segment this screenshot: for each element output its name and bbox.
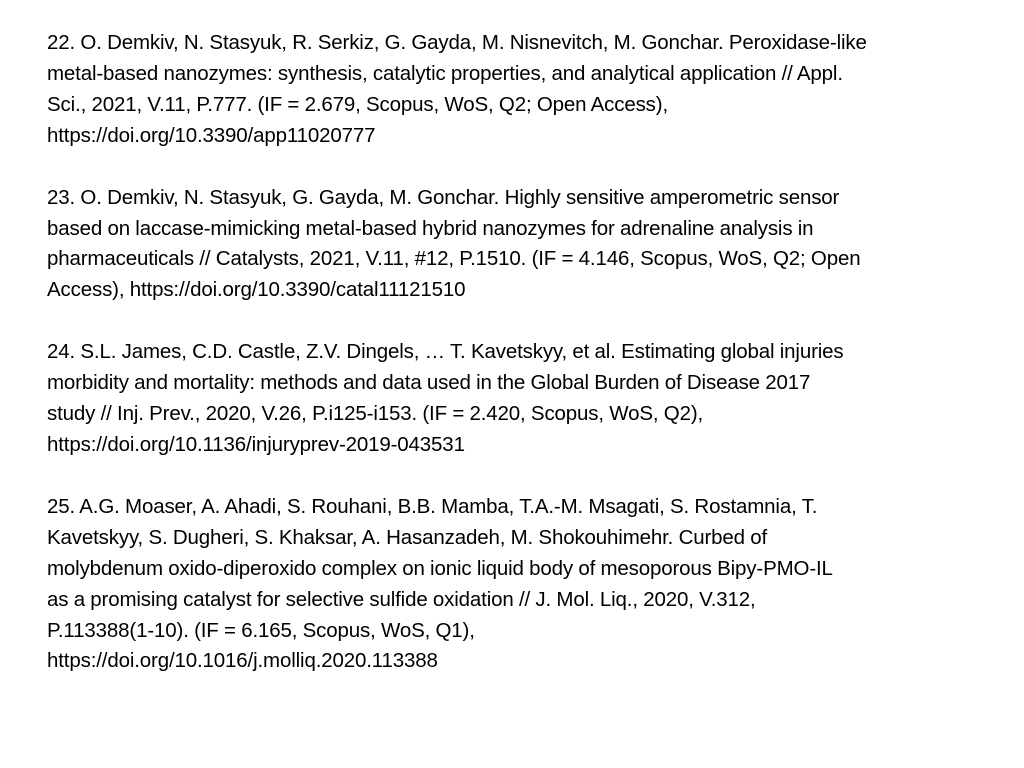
reference-line: based on laccase-mimicking metal-based hybrid nanozymes for adrenaline analysis in xyxy=(47,216,814,240)
reference-line: 23. O. Demkiv, N. Stasyuk, G. Gayda, M. Gonchar. Highly sensitive amperometric sensor xyxy=(47,185,840,209)
reference-line: metal-based nanozymes: synthesis, catalytic properties, and analytical application // Appl. xyxy=(47,61,843,85)
reference-line: Sci., 2021, V.11, P.777. (IF = 2.679, Scopus, WoS, Q2; Open Access), xyxy=(47,92,668,116)
reference-line: molybdenum oxido-diperoxido complex on ionic liquid body of mesoporous Bipy-PMO-IL xyxy=(47,556,833,580)
reference-22 xyxy=(47,28,984,152)
reference-line: study // Inj. Prev., 2020, V.26, P.i125-i153. (IF = 2.420, Scopus, WoS, Q2), xyxy=(47,402,704,426)
reference-line: https://doi.org/10.3390/app11020777 xyxy=(47,123,376,147)
reference-line: as a promising catalyst for selective sulfide oxidation // J. Mol. Liq., 2020, V.312, xyxy=(47,587,756,611)
reference-line: Kavetskyy, S. Dugheri, S. Khaksar, A. Hasanzadeh, M. Shokouhimehr. Curbed of xyxy=(47,525,768,549)
reference-line: morbidity and mortality: methods and data used in the Global Burden of Disease 2017 xyxy=(47,371,811,395)
reference-line: Access), https://doi.org/10.3390/catal11121510 xyxy=(47,278,466,302)
reference-line: 25. A.G. Moaser, A. Ahadi, S. Rouhani, B.B. Mamba, T.A.-M. Msagati, S. Rostamnia, T. xyxy=(47,494,818,518)
reference-line: https://doi.org/10.1136/injuryprev-2019-043531 xyxy=(47,432,465,456)
reference-line: pharmaceuticals // Catalysts, 2021, V.11, #12, P.1510. (IF = 4.146, Scopus, WoS, Q2; Open xyxy=(47,247,861,271)
reference-24 xyxy=(47,337,984,461)
reference-line: 22. O. Demkiv, N. Stasyuk, R. Serkiz, G. Gayda, M. Nisnevitch, M. Gonchar. Peroxidase-like xyxy=(47,31,867,54)
reference-25 xyxy=(47,492,984,677)
reference-line: https://doi.org/10.1016/j.molliq.2020.113388 xyxy=(47,649,438,673)
reference-23 xyxy=(47,183,984,307)
reference-line: P.113388(1-10). (IF = 6.165, Scopus, WoS, Q1), xyxy=(47,618,475,642)
reference-line: 24. S.L. James, C.D. Castle, Z.V. Dingels, … T. Kavetskyy, et al. Estimating global injuries xyxy=(47,340,844,364)
